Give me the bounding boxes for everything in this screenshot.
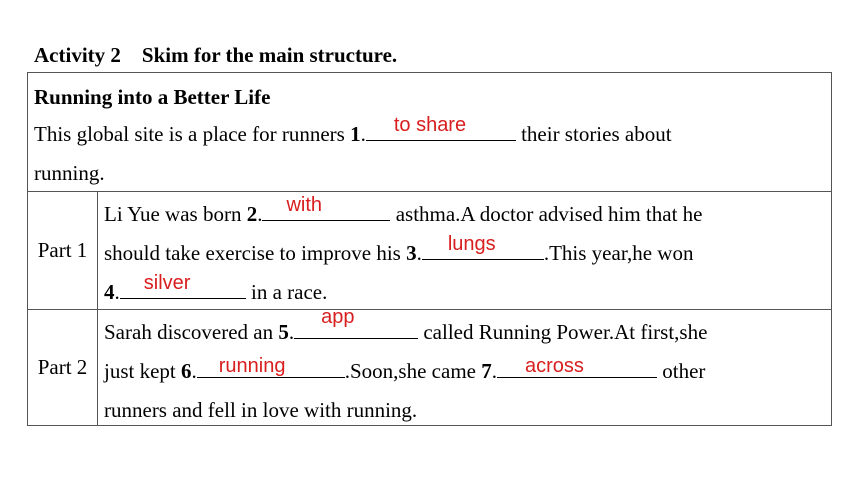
blank-6 <box>197 357 345 378</box>
part2-line-3: runners and fell in love with running. <box>104 398 418 422</box>
part2-row <box>28 306 831 425</box>
intro-line-1: This global site is a place for runners 1. to share their stories about <box>34 114 672 146</box>
blank-5 <box>294 306 418 339</box>
blank-7 <box>497 357 657 378</box>
part1-text-4: .This year,he won <box>543 241 694 265</box>
part2-line-2: just kept 6. running .Soon,she came 7. across other <box>104 355 706 383</box>
intro-line-2: running. <box>34 161 105 185</box>
activity-title: Activity 2 Skim for the main structure. <box>34 43 398 67</box>
answer-7: across <box>524 355 584 377</box>
blank-2 <box>262 194 390 221</box>
part1-text-1: Li Yue was born <box>104 202 247 226</box>
answer-5: app <box>321 306 355 328</box>
blank-number-5: 5 <box>278 320 289 344</box>
blank-number-3: 3 <box>406 241 417 265</box>
blank-number-7: 7 <box>481 359 492 383</box>
part2-label: Part 2 <box>28 310 98 425</box>
blank-number-4: 4 <box>104 280 115 304</box>
part1-text-5: in a race. <box>245 280 328 304</box>
article-heading: Running into a Better Life <box>34 85 271 109</box>
intro-text-before: This global site is a place for runners <box>34 122 351 146</box>
blank-4 <box>120 272 246 299</box>
blank-3 <box>422 233 544 260</box>
part1-line-1: Li Yue was born 2. with asthma.A doctor advised him that he <box>104 194 703 226</box>
part2-text-2: called Running Power.At first,she <box>418 320 708 344</box>
answer-1: to share <box>393 114 467 136</box>
answer-2: with <box>286 194 323 216</box>
part1-row <box>28 192 831 310</box>
blank-number-2: 2 <box>246 202 258 226</box>
answer-3: lungs <box>447 233 496 255</box>
answer-4: silver <box>143 272 191 294</box>
part1-content <box>104 195 825 312</box>
answer-6: running <box>218 355 286 377</box>
part2-line-1: Sarah discovered an 5. app called Running Power.At first,she <box>104 306 708 344</box>
intro-content <box>34 79 825 193</box>
part1-label: Part 1 <box>28 192 98 309</box>
part1-line-3: 4. silver in a race. <box>104 272 328 304</box>
part2-content <box>104 306 825 430</box>
part2-text-4: .Soon,she came <box>344 359 482 383</box>
part1-text-2: asthma.A doctor advised him that he <box>390 202 703 226</box>
blank-1 <box>366 114 516 141</box>
part2-text-1: Sarah discovered an <box>104 320 279 344</box>
blank-number-6: 6 <box>181 359 192 383</box>
intro-row <box>28 73 831 192</box>
intro-text-after: their stories about <box>515 122 672 146</box>
blank-number-1: 1 <box>350 122 361 146</box>
part1-line-2: should take exercise to improve his 3. lungs .This year,he won <box>104 233 694 265</box>
part2-text-5: other <box>656 359 706 383</box>
structure-table <box>27 72 832 426</box>
part1-text-3: should take exercise to improve his <box>104 241 407 265</box>
part2-text-3: just kept <box>104 359 181 383</box>
